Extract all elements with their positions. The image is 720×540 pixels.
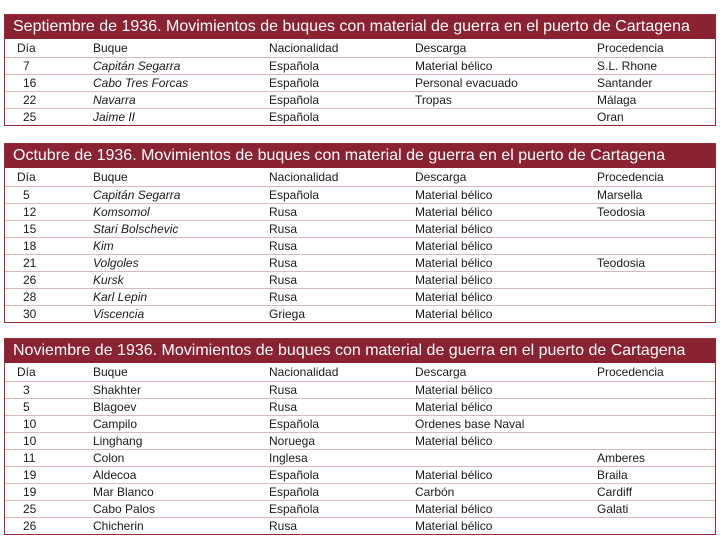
table-row <box>5 416 715 433</box>
cell-descarga: Material bélico <box>415 501 597 518</box>
cell-nacionalidad: Rusa <box>269 238 415 255</box>
cell-dia: 22 <box>5 92 93 109</box>
header-procedencia: Procedencia <box>597 363 715 382</box>
cell-buque: Shakhter <box>93 382 269 399</box>
cell-procedencia <box>597 518 715 535</box>
table-row <box>5 255 715 272</box>
cell-descarga: Material bélico <box>415 289 597 306</box>
cell-dia: 28 <box>5 289 93 306</box>
table-noviembre <box>4 338 716 535</box>
table-row <box>5 92 715 109</box>
cell-nacionalidad: Española <box>269 467 415 484</box>
cell-procedencia <box>597 382 715 399</box>
cell-buque: Colon <box>93 450 269 467</box>
cell-buque: Mar Blanco <box>93 484 269 501</box>
cell-nacionalidad: Rusa <box>269 382 415 399</box>
cell-nacionalidad: Española <box>269 75 415 92</box>
header-row <box>5 363 715 382</box>
header-procedencia: Procedencia <box>597 39 715 58</box>
cell-dia: 10 <box>5 433 93 450</box>
header-buque: Buque <box>93 168 269 187</box>
header-row <box>5 168 715 187</box>
cell-procedencia <box>597 289 715 306</box>
cell-nacionalidad: Española <box>269 58 415 75</box>
cell-procedencia: Galati <box>597 501 715 518</box>
cell-nacionalidad: Griega <box>269 306 306 321</box>
table-octubre <box>4 143 716 323</box>
cell-nacionalidad: Rusa <box>269 204 415 221</box>
cell-buque: Capitán Segarra <box>93 58 269 75</box>
cell-dia: 15 <box>5 221 93 238</box>
cell-buque: Viscencia <box>93 306 145 321</box>
table-row <box>5 518 715 535</box>
cell-procedencia: S.L. Rhone <box>597 58 715 75</box>
cell-procedencia: Braila <box>597 467 715 484</box>
cell-nacionalidad: Rusa <box>269 518 298 533</box>
header-descarga: Descarga <box>415 39 597 58</box>
header-row <box>5 39 715 58</box>
cell-dia: 30 <box>23 306 37 321</box>
cell-descarga: Material bélico <box>415 518 493 533</box>
data-table <box>5 363 715 534</box>
header-nacionalidad: Nacionalidad <box>269 168 415 187</box>
cell-nacionalidad: Española <box>269 501 415 518</box>
cell-procedencia: Oran <box>597 109 624 124</box>
table-septiembre <box>4 14 716 126</box>
cell-buque: Aldecoa <box>93 467 269 484</box>
cell-buque: Kim <box>93 238 269 255</box>
table-row <box>5 187 715 204</box>
cell-descarga: Tropas <box>415 92 597 109</box>
cell-procedencia <box>597 433 715 450</box>
cell-procedencia: Cardiff <box>597 484 715 501</box>
header-nacionalidad: Nacionalidad <box>269 363 415 382</box>
cell-descarga: Material bélico <box>415 272 597 289</box>
cell-buque: Chicherin <box>93 518 144 533</box>
table-row <box>5 75 715 92</box>
cell-dia: 25 <box>23 109 37 124</box>
table-row <box>5 58 715 75</box>
cell-nacionalidad: Española <box>269 187 415 204</box>
cell-buque: Volgoles <box>93 255 269 272</box>
cell-buque: Komsomol <box>93 204 269 221</box>
cell-dia: 19 <box>5 484 93 501</box>
cell-descarga: Material bélico <box>415 467 597 484</box>
cell-procedencia: Teodosia <box>597 204 715 221</box>
cell-procedencia <box>597 399 715 416</box>
cell-descarga: Material bélico <box>415 187 597 204</box>
cell-dia: 5 <box>5 187 93 204</box>
table-body <box>5 187 715 323</box>
cell-descarga: Material bélico <box>415 255 597 272</box>
cell-descarga: Material bélico <box>415 433 597 450</box>
cell-descarga: Material bélico <box>415 204 597 221</box>
cell-procedencia <box>597 416 715 433</box>
cell-descarga: Carbón <box>415 484 597 501</box>
cell-procedencia: Amberes <box>597 450 715 467</box>
cell-dia: 18 <box>5 238 93 255</box>
cell-procedencia <box>597 272 715 289</box>
cell-procedencia: Marsella <box>597 187 715 204</box>
cell-procedencia: Teodosia <box>597 255 715 272</box>
cell-descarga: Material bélico <box>415 58 597 75</box>
data-table <box>5 39 715 125</box>
cell-descarga: Personal evacuado <box>415 75 597 92</box>
table-row <box>5 382 715 399</box>
table-row <box>5 204 715 221</box>
table-body <box>5 382 715 535</box>
table-row <box>5 450 715 467</box>
cell-nacionalidad: Española <box>269 484 415 501</box>
cell-descarga <box>415 109 597 126</box>
cell-dia: 11 <box>5 450 93 467</box>
cell-descarga: Material bélico <box>415 221 597 238</box>
cell-nacionalidad: Noruega <box>269 433 415 450</box>
table-title: Octubre de 1936. Movimientos de buques con material de guerra en el puerto de Cartagena <box>5 144 715 168</box>
cell-buque: Jaime II <box>93 109 136 124</box>
cell-procedencia <box>597 306 715 323</box>
cell-dia: 16 <box>5 75 93 92</box>
header-dia: Día <box>5 363 93 382</box>
cell-buque: Campilo <box>93 416 269 433</box>
table-row <box>5 306 715 323</box>
cell-dia: 3 <box>5 382 93 399</box>
table-row <box>5 433 715 450</box>
cell-nacionalidad: Española <box>269 92 415 109</box>
cell-buque: Blagoev <box>93 399 269 416</box>
table-row <box>5 221 715 238</box>
table-row <box>5 109 715 126</box>
cell-buque: Kursk <box>93 272 269 289</box>
cell-descarga: Material bélico <box>415 306 493 321</box>
cell-nacionalidad: Rusa <box>269 221 415 238</box>
cell-dia: 25 <box>5 501 93 518</box>
cell-nacionalidad: Inglesa <box>269 450 415 467</box>
table-row <box>5 484 715 501</box>
table-row <box>5 238 715 255</box>
table-title: Septiembre de 1936. Movimientos de buques con material de guerra en el puerto de Cartagena <box>5 15 715 39</box>
header-descarga: Descarga <box>415 363 597 382</box>
cell-procedencia <box>597 221 715 238</box>
cell-descarga: Material bélico <box>415 382 597 399</box>
data-table <box>5 168 715 322</box>
cell-procedencia: Málaga <box>597 92 715 109</box>
table-row <box>5 289 715 306</box>
cell-dia: 7 <box>5 58 93 75</box>
cell-buque: Navarra <box>93 92 269 109</box>
table-body <box>5 58 715 126</box>
header-buque: Buque <box>93 39 269 58</box>
cell-buque: Cabo Tres Forcas <box>93 75 269 92</box>
cell-dia: 26 <box>5 272 93 289</box>
cell-nacionalidad: Rusa <box>269 399 415 416</box>
cell-dia: 19 <box>5 467 93 484</box>
cell-buque: Linghang <box>93 433 269 450</box>
header-nacionalidad: Nacionalidad <box>269 39 415 58</box>
cell-buque: Cabo Palos <box>93 501 269 518</box>
cell-nacionalidad: Rusa <box>269 272 415 289</box>
cell-buque: Stari Bolschevic <box>93 221 269 238</box>
table-row <box>5 467 715 484</box>
cell-dia: 10 <box>5 416 93 433</box>
table-row <box>5 399 715 416</box>
cell-descarga: Material bélico <box>415 399 597 416</box>
table-row <box>5 501 715 518</box>
cell-procedencia: Santander <box>597 75 715 92</box>
cell-dia: 12 <box>5 204 93 221</box>
header-dia: Día <box>5 39 93 58</box>
cell-nacionalidad: Española <box>269 416 415 433</box>
header-dia: Día <box>5 168 93 187</box>
header-buque: Buque <box>93 363 269 382</box>
cell-nacionalidad: Española <box>269 109 320 124</box>
table-row <box>5 272 715 289</box>
header-procedencia: Procedencia <box>597 168 715 187</box>
cell-nacionalidad: Rusa <box>269 255 415 272</box>
cell-descarga <box>415 450 597 467</box>
cell-descarga: Ordenes base Naval <box>415 416 597 433</box>
cell-dia: 5 <box>5 399 93 416</box>
header-descarga: Descarga <box>415 168 597 187</box>
cell-buque: Capitán Segarra <box>93 187 269 204</box>
cell-dia: 26 <box>23 518 37 533</box>
cell-descarga: Material bélico <box>415 238 597 255</box>
cell-buque: Karl Lepin <box>93 289 269 306</box>
cell-nacionalidad: Rusa <box>269 289 415 306</box>
cell-dia: 21 <box>5 255 93 272</box>
cell-procedencia <box>597 238 715 255</box>
table-title: Noviembre de 1936. Movimientos de buques con material de guerra en el puerto de Cartagena <box>5 339 715 363</box>
